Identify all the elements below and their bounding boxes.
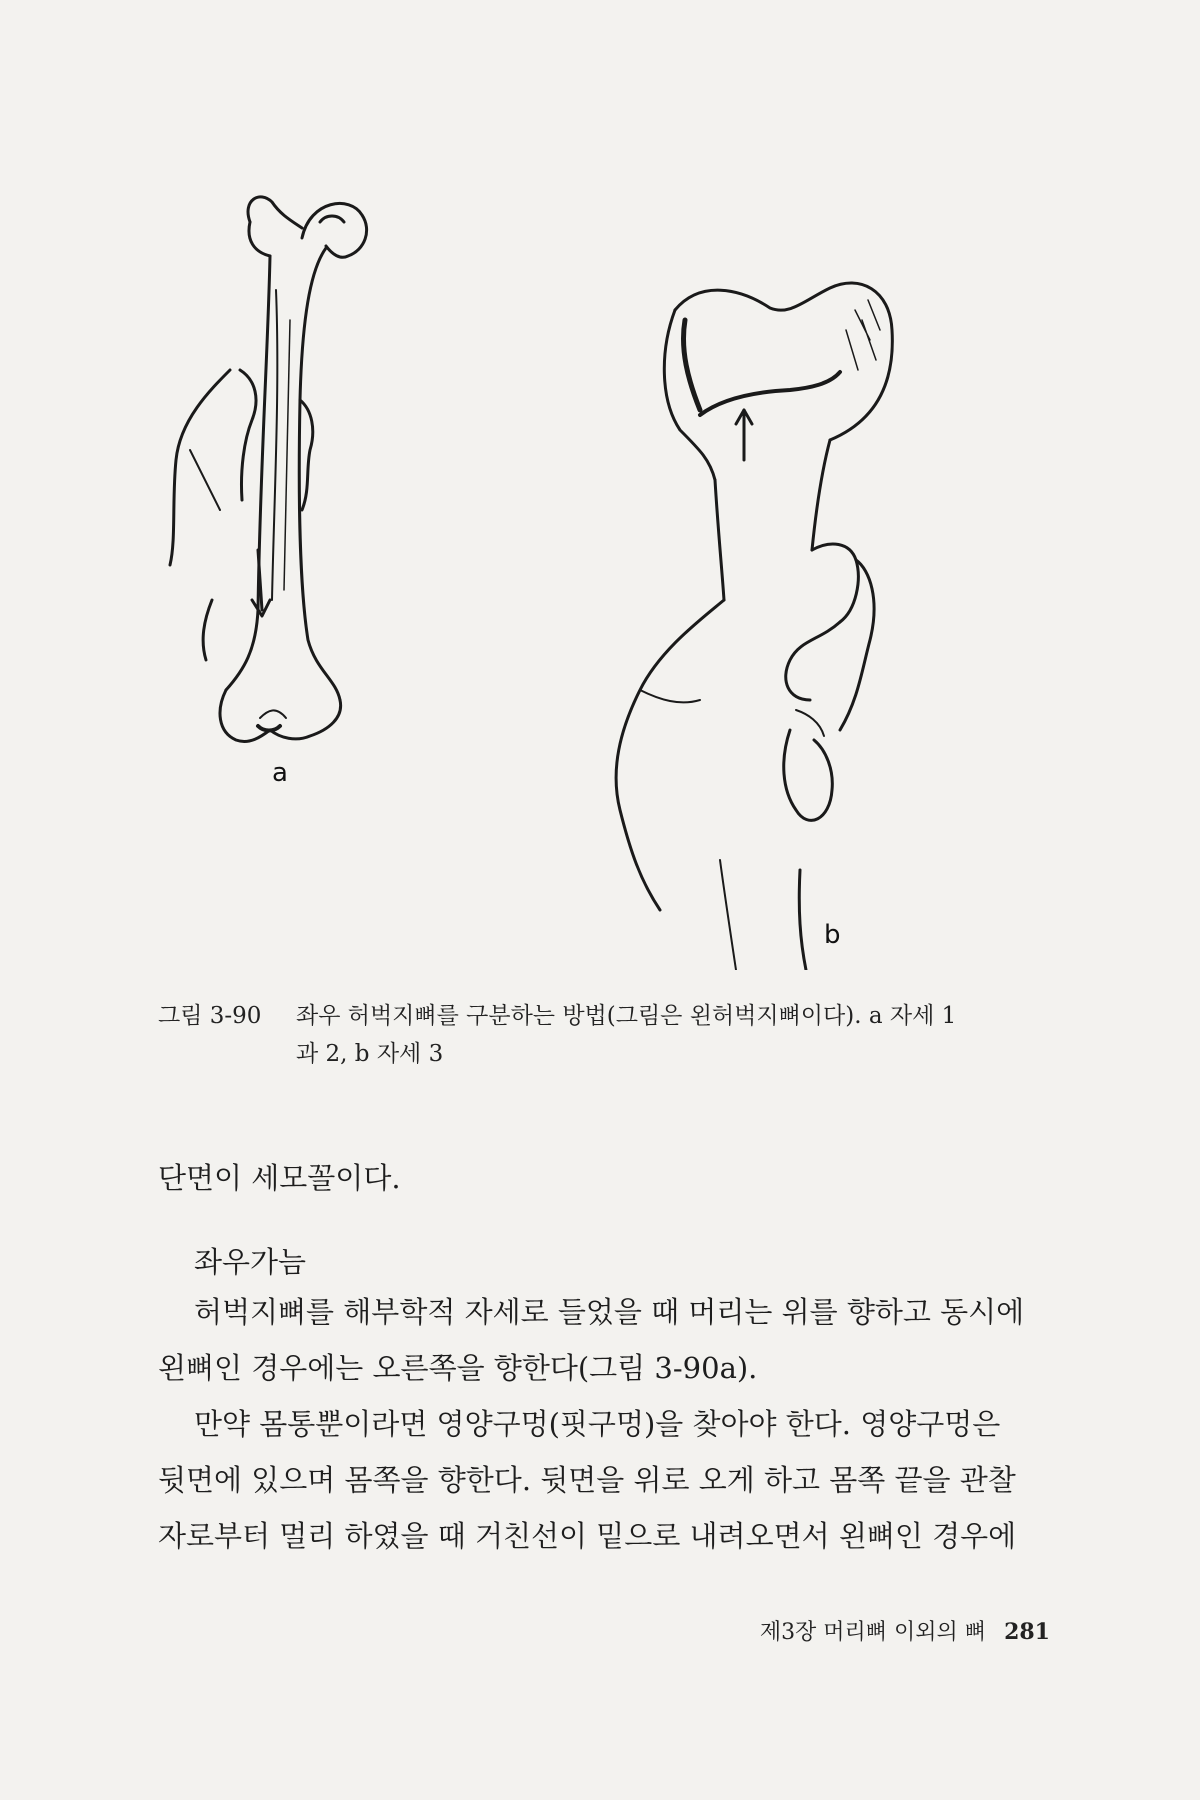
intro-line: 단면이 세모꼴이다. <box>158 1161 401 1195</box>
figure-3-90 <box>140 170 1060 970</box>
caption-figure-number: 그림 3-90 <box>158 1003 262 1029</box>
paragraph-2-line-1: 만약 몸통뿐이라면 영양구멍(핏구멍)을 찾아야 한다. 영양구멍은 <box>194 1407 1001 1441</box>
femur-a-drawing <box>170 197 367 742</box>
paragraph-2 <box>158 1396 1063 1564</box>
paragraph-1-line-2: 왼뼈인 경우에는 오른쪽을 향한다(그림 3-90a). <box>158 1351 758 1385</box>
caption-line-2: 과 2, b 자세 3 <box>296 1041 444 1067</box>
figure-caption <box>158 997 1058 1073</box>
panel-a-label: a <box>272 758 288 788</box>
paragraph-1-line-1: 허벅지뼈를 해부학적 자세로 들었을 때 머리는 위를 향하고 동시에 <box>194 1295 1025 1329</box>
page-number: 281 <box>1004 1619 1050 1645</box>
section-heading: 좌우가늠 <box>194 1245 307 1279</box>
femur-sketch-illustration <box>140 170 1060 970</box>
paragraph-2-line-2: 뒷면에 있으며 몸쪽을 향한다. 뒷면을 위로 오게 하고 몸쪽 끝을 관찰 <box>158 1463 1016 1497</box>
paragraph-2-line-3: 자로부터 멀리 하였을 때 거친선이 밑으로 내려오면서 왼뼈인 경우에 <box>158 1519 1017 1553</box>
paragraph-1 <box>158 1284 1063 1396</box>
running-footer <box>760 1615 1050 1646</box>
footer-chapter-title: 제3장 머리뼈 이외의 뼈 <box>759 1620 987 1645</box>
femur-b-drawing <box>616 283 892 970</box>
caption-line-1: 좌우 허벅지뼈를 구분하는 방법(그림은 왼허벅지뼈이다). a 자세 1 <box>296 1003 957 1029</box>
panel-b-label: b <box>824 920 841 950</box>
